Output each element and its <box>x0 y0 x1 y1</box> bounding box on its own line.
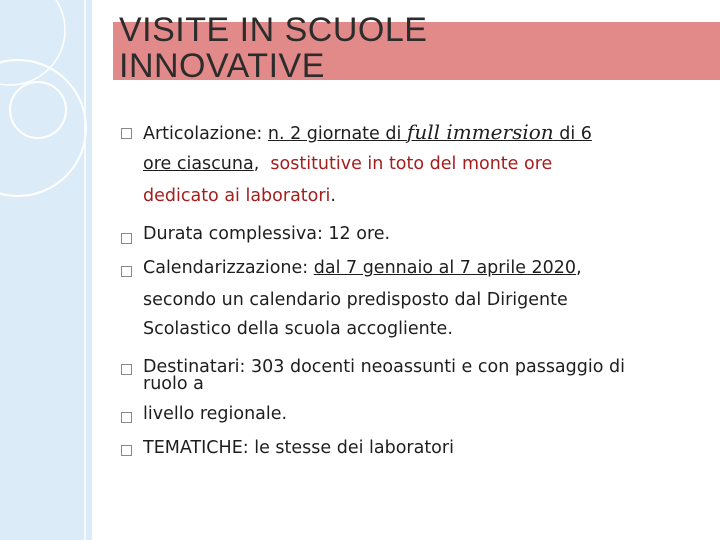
bullet-articolazione-line3 <box>143 186 336 206</box>
red-text: sostitutive in toto del monte ore <box>270 154 553 174</box>
value-part: ore ciascuna <box>143 154 254 174</box>
bullet-value: 12 ore. <box>328 224 391 244</box>
bullet-livello: livello regionale. <box>143 404 288 424</box>
bullet-calendarizzazione-line2: secondo un calendario predisposto dal Dirigente <box>143 290 568 310</box>
slide-title-line1: VISITE IN SCUOLE <box>119 11 428 49</box>
bullet-value-strong: 303 docenti <box>251 357 355 377</box>
bullet-marker-icon <box>120 233 132 245</box>
decorative-circles <box>0 0 92 540</box>
bullet-tematiche: TEMATICHE: le stesse dei laboratori <box>143 438 454 458</box>
bullet-marker-icon <box>120 412 132 424</box>
bullet-marker-icon <box>120 128 132 140</box>
bullet-value: dal 7 gennaio al 7 aprile 2020 <box>313 258 577 278</box>
punctuation: . <box>330 186 336 206</box>
bullet-durata <box>143 224 390 244</box>
label-colon: : <box>316 224 329 244</box>
punctuation: , <box>576 258 582 278</box>
bullet-value <box>267 120 592 144</box>
bullet-value: neoassunti e con passaggio di <box>355 357 625 377</box>
bullet-marker-icon <box>120 266 132 278</box>
bullet-destinatari-line2: ruolo a <box>143 374 204 394</box>
bullet-label: Articolazione <box>143 124 257 144</box>
bullet-destinatari-line1 <box>143 357 625 377</box>
value-part: n. 2 giornate di <box>267 124 407 144</box>
bullet-calendarizzazione-line1 <box>143 258 582 278</box>
bullet-label: Calendarizzazione <box>143 258 303 278</box>
slide-title-line2: INNOVATIVE <box>119 47 325 85</box>
bullet-articolazione-line1 <box>143 120 592 144</box>
bullet-marker-icon <box>120 445 132 457</box>
bullet-label: Destinatari <box>143 357 240 377</box>
decorative-sidebar <box>0 0 92 540</box>
separator: , <box>253 154 271 174</box>
label-colon: : <box>302 258 314 278</box>
value-italic: full immersion <box>406 120 554 144</box>
value-part: di 6 <box>553 124 592 144</box>
red-text: dedicato ai laboratori <box>143 186 331 206</box>
bullet-articolazione-line2 <box>143 154 552 174</box>
slide-title <box>119 12 427 84</box>
bullet-label: Durata complessiva <box>143 224 317 244</box>
bullet-calendarizzazione-line3: Scolastico della scuola accogliente. <box>143 319 453 339</box>
label-colon: : <box>239 357 252 377</box>
label-colon: : <box>256 124 268 144</box>
bullet-marker-icon <box>120 364 132 376</box>
